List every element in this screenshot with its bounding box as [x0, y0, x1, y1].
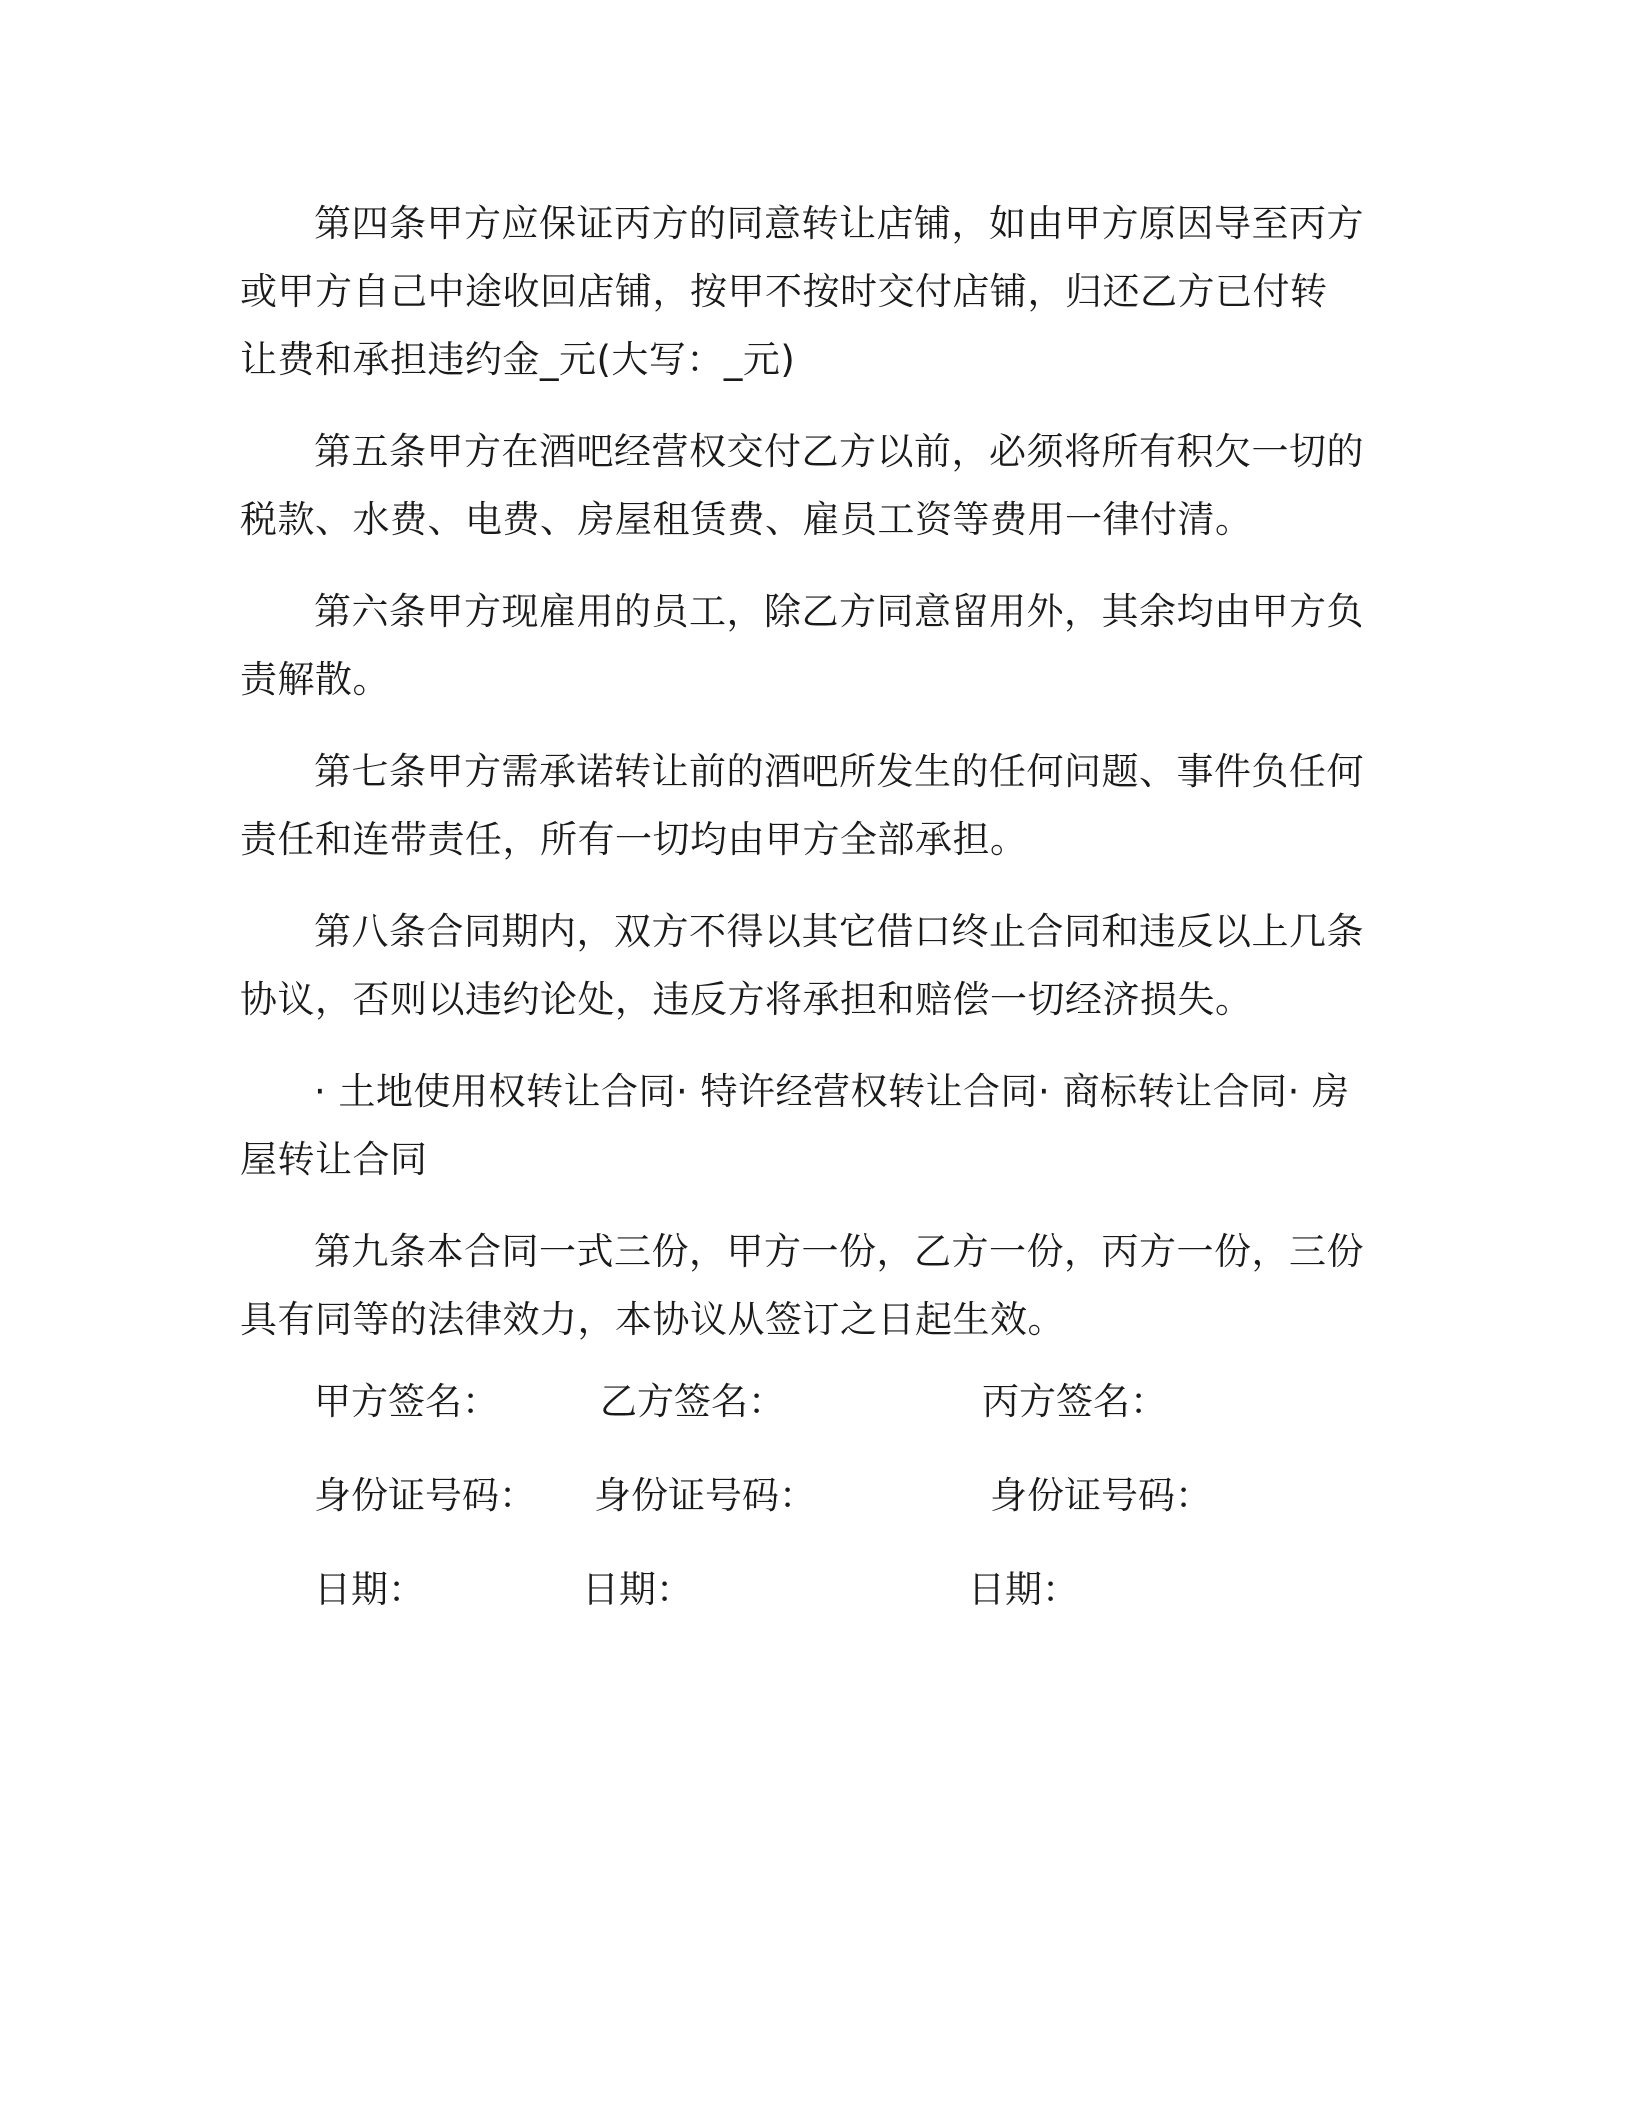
- party-b-id-label: 身份证号码：: [594, 1474, 816, 1517]
- article-6-paragraph: 第六条甲方现雇用的员工，除乙方同意留用外，其余均由甲方负责解散。: [240, 590, 1364, 701]
- party-a-date-label: 日期：: [314, 1568, 425, 1611]
- party-b-signature-label: 乙方签名：: [600, 1380, 785, 1423]
- article-7-paragraph: 第七条甲方需承诺转让前的酒吧所发生的任何问题、事件负任何责任和连带责任，所有一切均由甲方全部承担。: [240, 750, 1364, 861]
- article-4-paragraph: 第四条甲方应保证丙方的同意转让店铺，如由甲方原因导至丙方或甲方自己中途收回店铺，按甲不按时交付店铺，归还乙方已付转让费和承担违约金_元(大写：_元): [240, 202, 1364, 381]
- party-c-signature-label: 丙方签名：: [982, 1380, 1167, 1423]
- article-5-paragraph: 第五条甲方在酒吧经营权交付乙方以前，必须将所有积欠一切的税款、水费、电费、房屋租赁费、雇员工资等费用一律付清。: [240, 430, 1364, 541]
- signature-name-row: [240, 1368, 1364, 1462]
- document-page: [240, 190, 1364, 1611]
- signature-date-row: [240, 1556, 1364, 1650]
- party-c-date-label: 日期：: [968, 1568, 1079, 1611]
- party-a-signature-label: 甲方签名：: [314, 1380, 499, 1423]
- signature-block: [240, 1368, 1364, 1650]
- article-8-paragraph: 第八条合同期内，双方不得以其它借口终止合同和违反以上几条协议，否则以违约论处，违反方将承担和赔偿一切经济损失。: [240, 910, 1364, 1021]
- party-c-id-label: 身份证号码：: [990, 1474, 1212, 1517]
- party-b-date-label: 日期：: [582, 1568, 693, 1611]
- party-a-id-label: 身份证号码：: [314, 1474, 536, 1517]
- signature-id-row: [240, 1462, 1364, 1556]
- related-contracts-line: · 土地使用权转让合同· 特许经营权转让合同· 商标转让合同· 房屋转让合同: [240, 1070, 1350, 1181]
- article-9-paragraph: 第九条本合同一式三份，甲方一份，乙方一份，丙方一份，三份具有同等的法律效力，本协议从签订之日起生效。: [240, 1230, 1364, 1341]
